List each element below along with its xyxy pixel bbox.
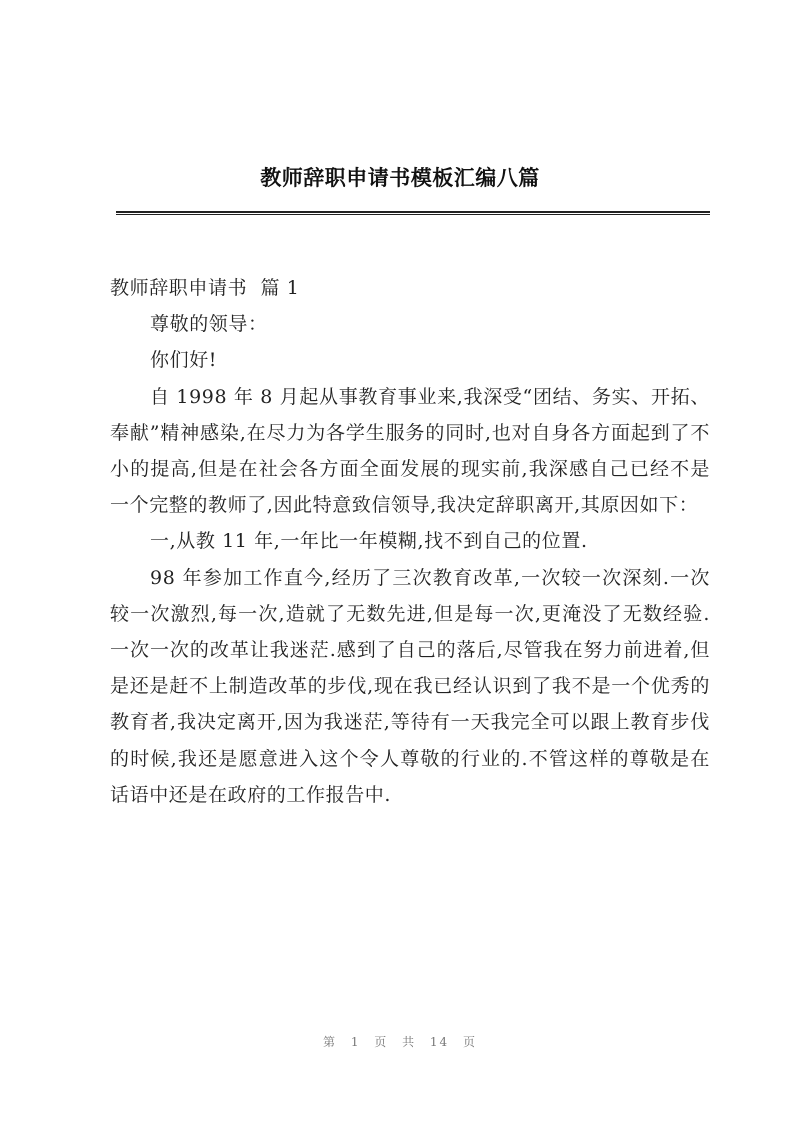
salutation: 尊敬的领导： (150, 313, 268, 336)
section-heading: 教师辞职申请书 篇 1 (110, 277, 300, 299)
page-number: 第 1 页 共 14 页 (323, 1035, 477, 1049)
title-divider (116, 211, 710, 215)
paragraph-reason-one: 一,从教 11 年,一年比一年模糊,找不到自己的位置. (150, 530, 588, 553)
greeting: 你们好! (150, 349, 218, 372)
paragraph-reform: 98 年参加工作直今,经历了三次教育改革,一次较一次深刻.一次较一次激烈,每一次,造就了无数先进,但是每一次,更淹没了无数经验.一次一次的改革让我迷茫.感到了自己的落后,尽管我在努力前进着,但是还是赶不上制造改革的步伐,现在我已经认识到了我不是一个优秀的教育者,我决定离开,因为我迷茫,等待有一天我完全可以跟上教育步伐的时候,我还是愿意进入这个令人尊敬的行业的.不管这样的尊敬是在话语中还是在政府的工作报告中. (110, 566, 710, 806)
page-title: 教师辞职申请书模板汇编八篇 (260, 165, 540, 190)
document-body (110, 270, 710, 813)
paragraph-intro: 自 1998 年 8 月起从事教育事业来,我深受“团结、务实、开拓、奉献”精神感染,在尽力为各学生服务的同时,也对自身各方面起到了不小的提高,但是在社会各方面全面发展的现实前,我深感自己已经不是一个完整的教师了,因此特意致信领导,我决定辞职离开,其原因如下： (110, 385, 710, 517)
